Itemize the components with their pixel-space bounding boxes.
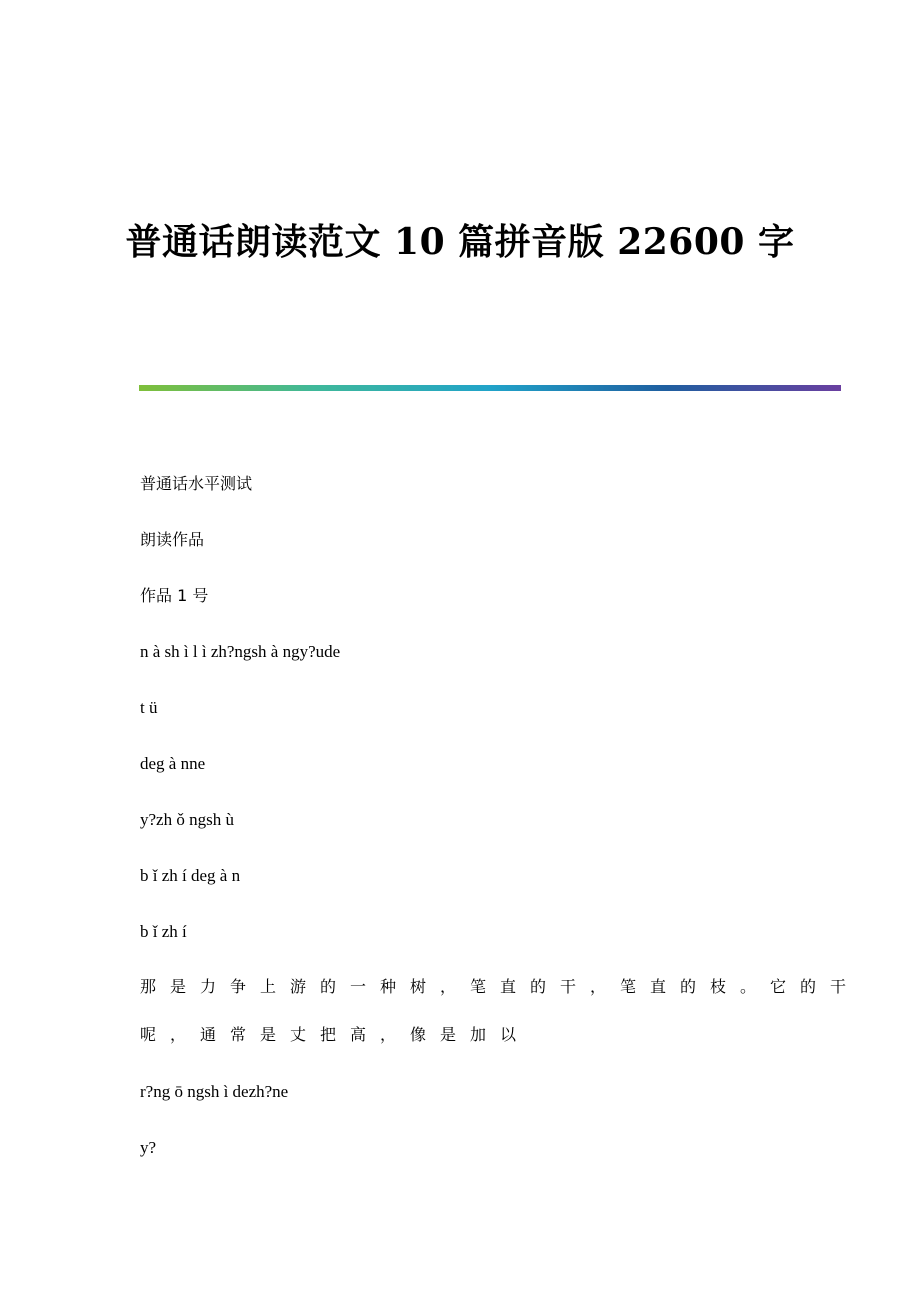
title-divider: [139, 385, 841, 391]
pinyin-line: t ü: [140, 698, 158, 717]
pinyin-line: deg à nne: [140, 754, 206, 773]
text-line: 作品 1 号: [140, 586, 209, 605]
pinyin-line: y?zh ǒ ngsh ù: [140, 810, 234, 829]
paragraph-line: 呢，通常是丈把高，像是加以: [140, 1025, 531, 1044]
pinyin-line: b ǐ zh í: [140, 922, 187, 941]
pinyin-line: b ǐ zh í deg à n: [140, 866, 241, 885]
pinyin-line: r?ng ō ngsh ì dezh?ne: [140, 1082, 289, 1101]
pinyin-line: y?: [140, 1138, 157, 1157]
paragraph-line: 那是力争上游的一种树，笔直的干，笔直的枝。它的干: [140, 977, 861, 996]
pinyin-line: n à sh ì l ì zh?ngsh à ngy?ude: [140, 642, 341, 661]
text-line: 朗读作品: [140, 530, 205, 549]
text-line: 普通话水平测试: [140, 474, 253, 493]
document-title: 普通话朗读范文 10 篇拼音版 22600 字: [125, 221, 795, 263]
